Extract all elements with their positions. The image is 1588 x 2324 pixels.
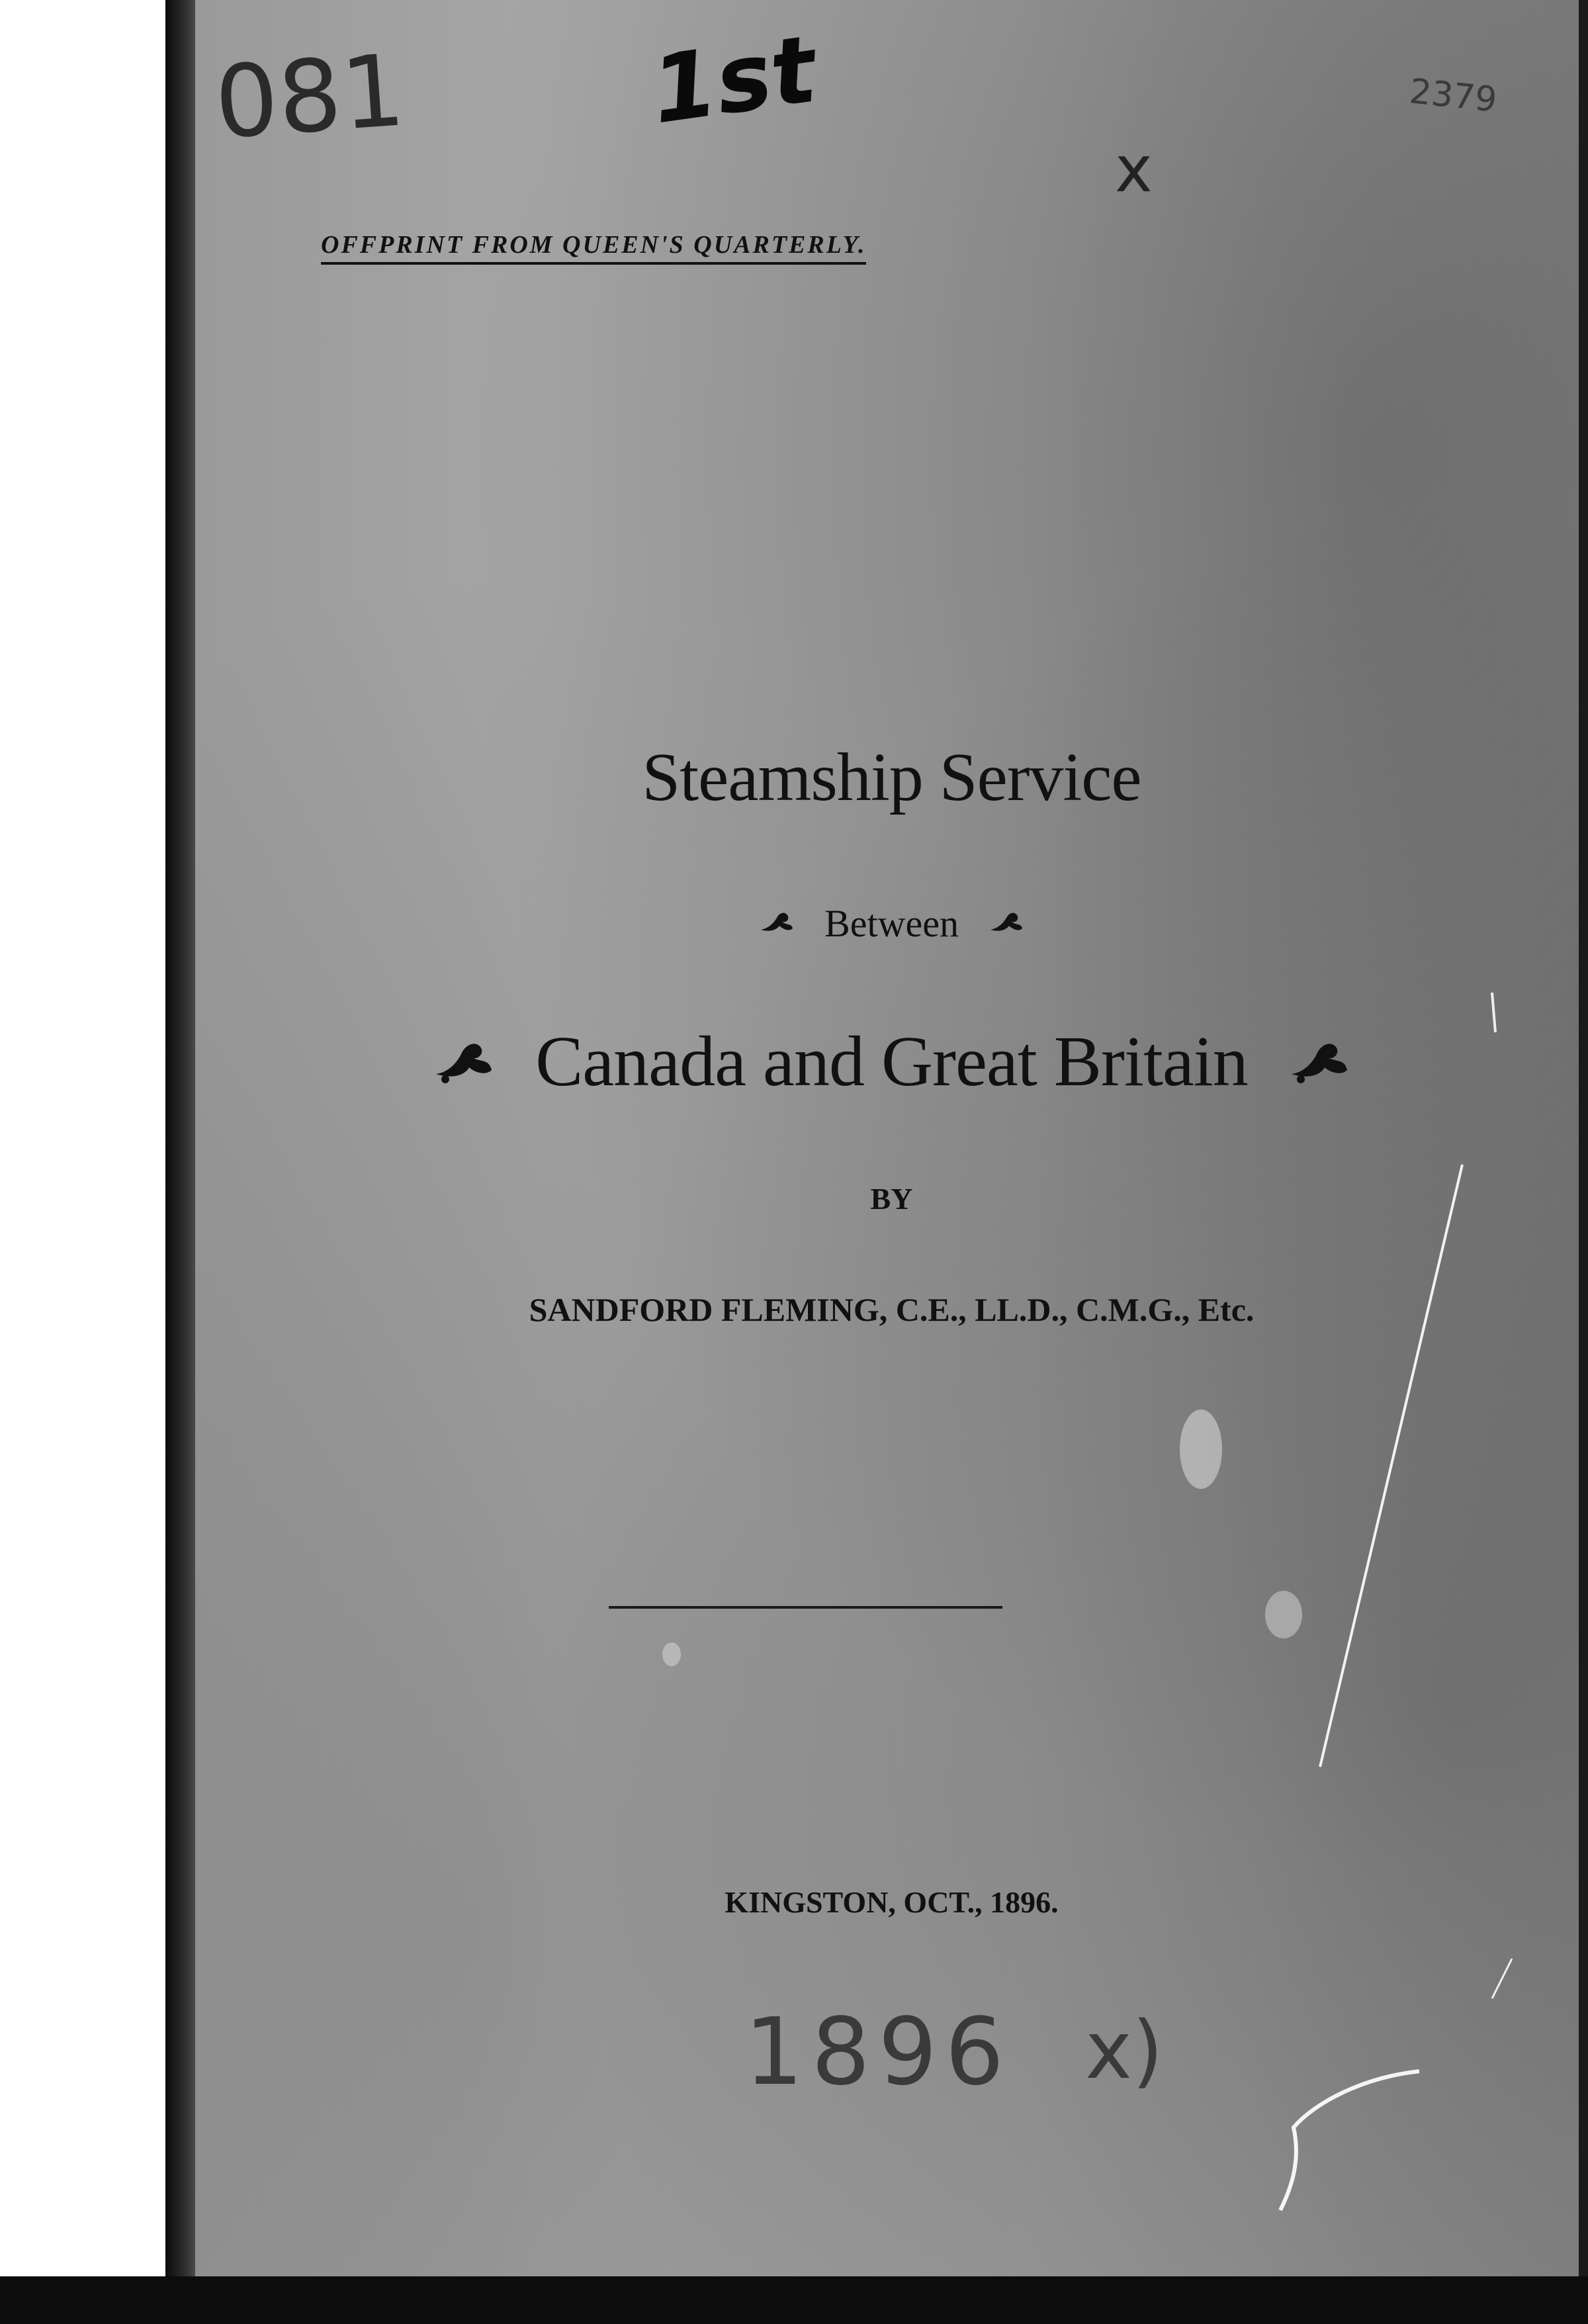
page-title: Steamship Service — [642, 739, 1141, 815]
handwritten-year: 1896 — [744, 1998, 1012, 2106]
between-label: Between — [824, 901, 959, 945]
leaf-ornament-icon — [1288, 1036, 1351, 1089]
scan-artifacts — [195, 0, 1588, 2276]
binding-edge — [165, 0, 195, 2276]
leaf-ornament-icon — [432, 1036, 496, 1089]
between-row — [195, 897, 1588, 950]
page-subtitle: Canada and Great Britain — [535, 1022, 1248, 1101]
handwritten-top-center: 1st — [644, 15, 822, 146]
handwritten-bottom-mark: x) — [1085, 2005, 1163, 2097]
handwritten-catalog-number: 2379 — [1407, 71, 1499, 120]
offprint-note: OFFPRINT FROM QUEEN'S QUARTERLY. — [321, 230, 866, 265]
document-page — [195, 0, 1588, 2276]
divider-rule — [609, 1606, 1002, 1609]
subtitle-row — [195, 1012, 1588, 1112]
author-line: SANDFORD FLEMING, C.E., LL.D., C.M.G., Etc. — [529, 1291, 1255, 1328]
handwritten-x-mark: x — [1115, 132, 1153, 206]
scan-bottom-border — [0, 2276, 1588, 2324]
leaf-ornament-icon — [988, 909, 1025, 938]
imprint-line: KINGSTON, OCT., 1896. — [725, 1885, 1059, 1919]
page-right-edge — [1579, 0, 1588, 2276]
leaf-ornament-icon — [758, 909, 795, 938]
handwritten-top-left: 081 — [211, 33, 409, 161]
by-label: BY — [870, 1182, 913, 1216]
scan-left-margin — [0, 0, 165, 2276]
